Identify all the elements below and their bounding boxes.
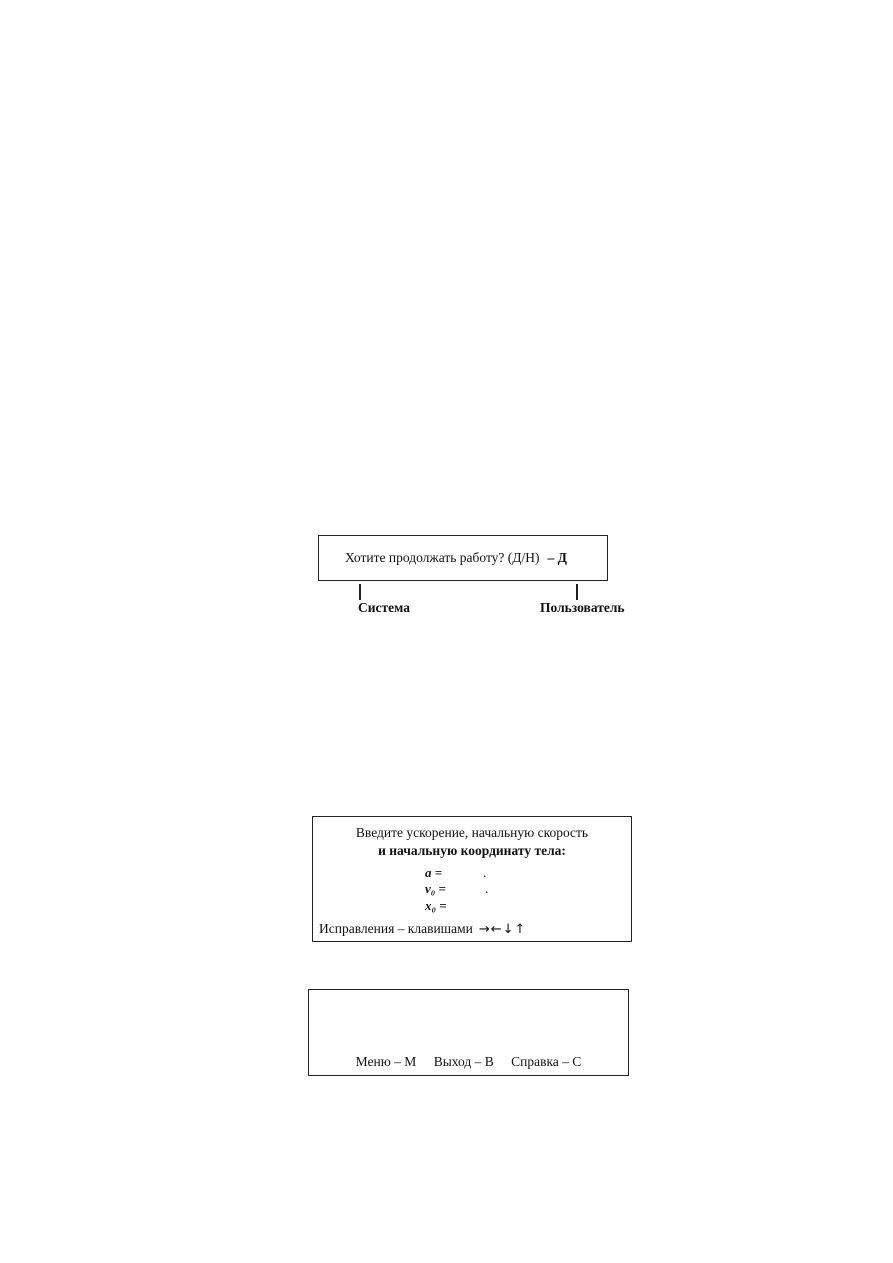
form-title-line1: Введите ускорение, начальную скорость: [355, 825, 589, 840]
initial-velocity-value[interactable]: .: [485, 881, 489, 896]
user-label: Пользователь: [540, 600, 625, 615]
menu-command[interactable]: Меню – М: [355, 1054, 417, 1069]
system-pointer-line: [359, 584, 361, 600]
exit-command[interactable]: Выход – В: [433, 1054, 494, 1069]
acceleration-label: a =: [425, 865, 443, 880]
initial-velocity-field[interactable]: [425, 881, 489, 897]
help-command[interactable]: Справка – С: [511, 1054, 582, 1069]
arrow-keys-icon: →←↓↑: [478, 922, 527, 937]
form-title-line2: и начальную координату тела:: [378, 843, 566, 858]
edit-keys-hint: [319, 921, 526, 937]
initial-velocity-label: v₀ =: [425, 881, 446, 896]
edit-keys-text: Исправления – клавишами: [319, 921, 473, 936]
command-bar: [309, 1054, 628, 1070]
continue-prompt-dialog: [318, 535, 608, 581]
acceleration-value[interactable]: .: [483, 865, 487, 880]
prompt-line: [345, 550, 567, 566]
prompt-question: Хотите продолжать работу? (Д/Н): [345, 550, 540, 565]
initial-coordinate-field[interactable]: [425, 898, 447, 914]
acceleration-field[interactable]: [425, 865, 487, 881]
command-bar-dialog: [308, 989, 629, 1076]
prompt-answer-field[interactable]: – Д: [547, 550, 567, 565]
initial-coordinate-label: x₀ =: [425, 898, 447, 913]
input-form-dialog: [312, 816, 632, 942]
user-pointer-line: [576, 584, 578, 600]
system-label: Система: [358, 600, 410, 615]
